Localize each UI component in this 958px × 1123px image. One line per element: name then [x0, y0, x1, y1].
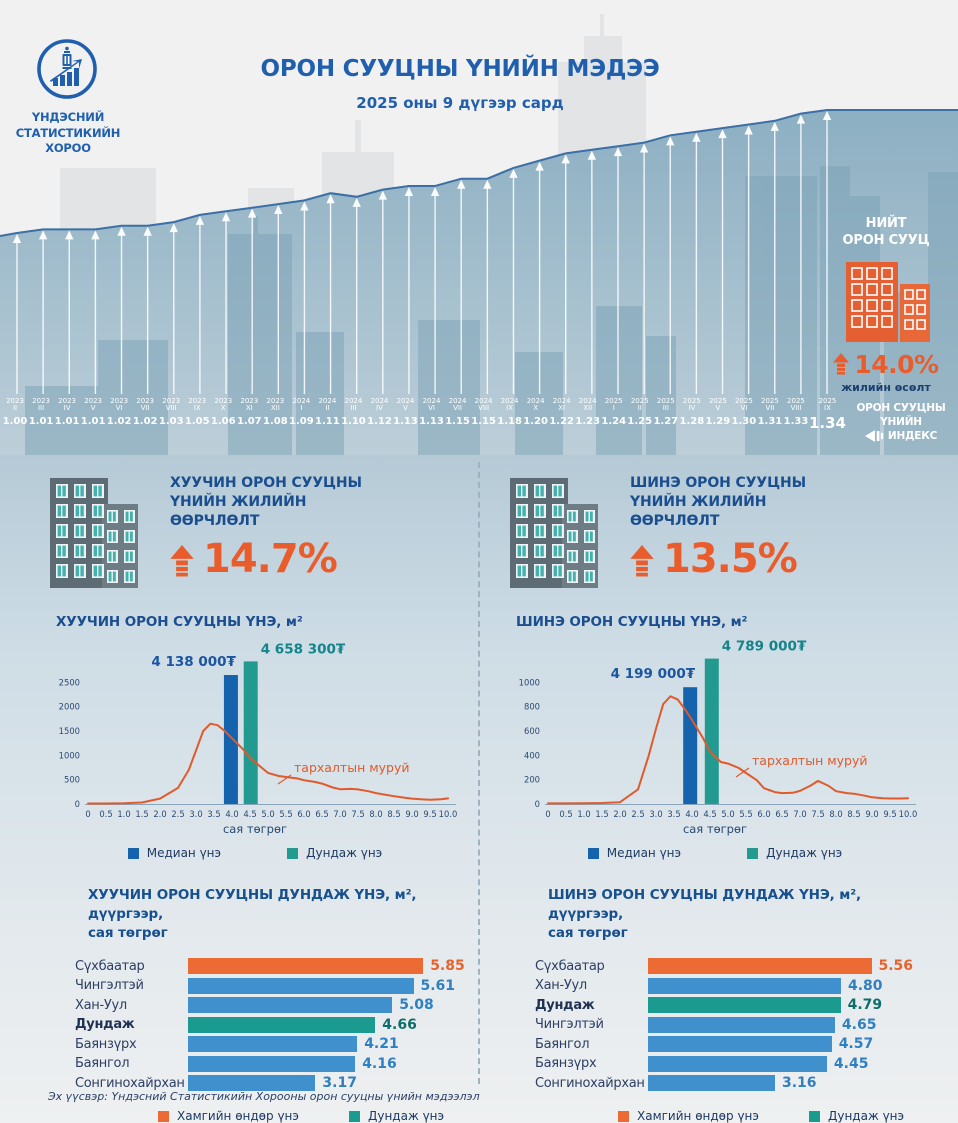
district-label: Сонгинохайрхан: [75, 1075, 185, 1091]
timeline-month: 2024 I 1.09: [289, 397, 314, 427]
svg-text:9.0: 9.0: [865, 809, 879, 819]
timeline-month: 2024 VIII 1.15: [471, 397, 496, 427]
timeline-month: 2024 XI 1.22: [549, 397, 575, 427]
index-timeline: [2, 397, 846, 432]
timeline-month: 2024 II 1.11: [315, 397, 340, 427]
district-row: [75, 1035, 468, 1055]
orange-buildings-icon: [840, 258, 932, 344]
district-row: [535, 996, 928, 1016]
svg-text:5.5: 5.5: [279, 809, 293, 819]
district-label: Баянгол: [535, 1036, 590, 1052]
svg-text:7.5: 7.5: [351, 809, 365, 819]
timeline-month: 2023 II 1.00: [2, 397, 28, 427]
district-value: 4.79: [847, 997, 883, 1014]
district-row: [535, 1074, 928, 1094]
timeline-month: 2023 VII 1.02: [132, 397, 158, 427]
org-line: ХОРОО: [45, 141, 91, 156]
new-section-heading: ШИНЭ ОРОН СУУЦНЫ ҮНИЙН ЖИЛИЙН ӨӨРЧЛӨЛТ: [630, 475, 807, 529]
avg-legend-swatch: [349, 1111, 360, 1122]
svg-text:500: 500: [64, 774, 80, 785]
district-bar: [648, 1075, 775, 1091]
district-row: [75, 1015, 468, 1035]
new-district-chart-title: ШИНЭ ОРОН СУУЦНЫ ДУНДАЖ ҮНЭ, м², дүүргээр, сая төгрөг: [548, 887, 862, 941]
timeline-month: 2025 IX 1.34: [808, 397, 846, 432]
timeline-month: 2023 IX 1.05: [184, 397, 210, 427]
svg-text:6.0: 6.0: [297, 809, 311, 819]
timeline-month: 2024 X 1.20: [523, 397, 548, 427]
district-row: [535, 1054, 928, 1074]
svg-text:10.0: 10.0: [438, 809, 458, 819]
svg-text:2.5: 2.5: [171, 809, 185, 819]
svg-text:1000: 1000: [518, 677, 540, 688]
district-legend: Хамгийн өндөр үнэ Дундаж үнэ: [158, 1109, 468, 1123]
old-annual-change-pct: 14.7%: [203, 535, 337, 582]
timeline-month: 2025 VII 1.31: [757, 397, 783, 427]
timeline-month: 2023 V 1.01: [80, 397, 106, 427]
svg-text:7.0: 7.0: [793, 809, 807, 819]
district-label: Дундаж: [75, 1017, 135, 1033]
page-subtitle: 2025 оны 9 дүгээр сард: [356, 94, 564, 112]
svg-text:1.5: 1.5: [595, 809, 609, 819]
svg-text:0: 0: [534, 799, 540, 809]
svg-text:5.0: 5.0: [261, 809, 275, 819]
gray-buildings-icon: [500, 468, 600, 592]
district-value: 3.17: [322, 1075, 357, 1092]
district-bar: [188, 958, 423, 974]
district-bar: [648, 1056, 827, 1072]
avg-legend-swatch: [809, 1111, 820, 1122]
district-value: 4.66: [382, 1016, 417, 1033]
district-bar: [188, 1017, 375, 1033]
svg-text:0: 0: [85, 809, 91, 819]
svg-text:0.5: 0.5: [99, 809, 113, 819]
district-row: [535, 1035, 928, 1055]
median-legend-swatch: [588, 848, 599, 859]
district-bar: [648, 1017, 835, 1033]
district-value: 5.85: [430, 958, 465, 975]
svg-text:0.5: 0.5: [559, 809, 573, 819]
new-price-distribution-chart: [500, 636, 930, 822]
total-housing-block: [826, 216, 946, 394]
svg-text:8.5: 8.5: [387, 809, 401, 819]
timeline-month: 2025 II 1.25: [627, 397, 653, 427]
up-arrow-icon: [170, 545, 194, 577]
new-dist-chart-title: ШИНЭ ОРОН СУУЦНЫ ҮНЭ, м²: [516, 614, 748, 630]
district-value: 5.08: [399, 997, 434, 1014]
district-legend: Хамгийн өндөр үнэ Дундаж үнэ: [618, 1109, 928, 1123]
svg-text:5.5: 5.5: [739, 809, 753, 819]
gray-buildings-icon: [40, 468, 140, 592]
median-bar: [683, 687, 697, 804]
dist-legend: Медиан үнэ Дундаж үнэ: [40, 846, 470, 860]
annual-growth-label: жилийн өсөлт: [841, 380, 931, 394]
x-axis-label: сая төгрөг: [682, 822, 748, 836]
timeline-month: 2025 VIII 1.33: [783, 397, 809, 427]
district-value: 5.61: [420, 977, 456, 994]
district-label: Баянзүрх: [535, 1056, 597, 1072]
timeline-month: 2025 III 1.27: [653, 397, 679, 427]
timeline-month: 2024 V 1.13: [393, 397, 418, 427]
new-annual-change-pct: 13.5%: [663, 535, 797, 582]
district-label: Хан-Уул: [75, 997, 127, 1013]
svg-text:9.5: 9.5: [423, 809, 437, 819]
timeline-month: 2025 I 1.24: [601, 397, 627, 427]
district-value: 5.56: [878, 958, 914, 975]
timeline-month: 2024 IX 1.18: [497, 397, 522, 427]
district-bar: [188, 997, 392, 1013]
district-row: [75, 957, 468, 977]
median-value-label: 4 138 000₮: [151, 654, 236, 671]
svg-text:7.0: 7.0: [333, 809, 347, 819]
district-row: [535, 957, 928, 977]
svg-text:1.0: 1.0: [117, 809, 131, 819]
district-row: [535, 1015, 928, 1035]
mean-value-label: 4 789 000₮: [721, 638, 807, 655]
mean-bar: [705, 659, 719, 804]
old-section-heading: ХУУЧИН ОРОН СУУЦНЫ ҮНИЙН ЖИЛИЙН ӨӨРЧЛӨЛТ: [170, 475, 362, 529]
district-bar: [648, 978, 841, 994]
svg-text:8.5: 8.5: [847, 809, 861, 819]
timeline-month: 2025 VI 1.30: [731, 397, 757, 427]
district-bar: [188, 1056, 355, 1072]
old-section-header: [40, 468, 468, 592]
annual-growth-row: [826, 350, 946, 379]
svg-text:3.0: 3.0: [649, 809, 663, 819]
mean-legend-swatch: [287, 848, 298, 859]
svg-text:4.0: 4.0: [225, 809, 239, 819]
svg-text:9.5: 9.5: [883, 809, 897, 819]
svg-text:4.5: 4.5: [243, 809, 257, 819]
x-axis-label: сая төгрөг: [222, 822, 288, 836]
district-value: 4.57: [838, 1036, 874, 1053]
up-arrow-icon: [630, 545, 654, 577]
distribution-curve: [548, 696, 908, 803]
old-dist-chart-title: ХУУЧИН ОРОН СУУЦНЫ ҮНЭ, м²: [56, 614, 303, 630]
district-bar: [648, 997, 841, 1013]
timeline-month: 2023 XI 1.07: [236, 397, 262, 427]
svg-text:2.0: 2.0: [613, 809, 627, 819]
svg-text:9.0: 9.0: [405, 809, 419, 819]
district-label: Дундаж: [535, 997, 595, 1013]
svg-text:6.5: 6.5: [775, 809, 789, 819]
svg-text:0: 0: [545, 809, 551, 819]
district-row: [75, 976, 468, 996]
district-bar: [188, 1036, 357, 1052]
svg-text:10.0: 10.0: [898, 809, 918, 819]
annual-growth-value: 14.0%: [854, 349, 939, 379]
max-legend-swatch: [158, 1111, 169, 1122]
new-district-rows: [535, 957, 928, 1094]
district-label: Хан-Уул: [535, 978, 587, 994]
district-bar: [648, 1036, 832, 1052]
median-bar: [224, 675, 238, 804]
old-price-distribution-chart: [40, 636, 470, 822]
svg-text:1000: 1000: [58, 750, 80, 761]
nso-logo-icon: [36, 38, 98, 100]
district-value: 4.16: [362, 1055, 397, 1072]
left-arrow-icon: [865, 430, 884, 442]
index-axis-label: ОРОН СУУЦНЫ ҮНИЙН ИНДЕКС: [856, 402, 946, 443]
old-housing-column: [40, 468, 468, 1123]
svg-text:8.0: 8.0: [369, 809, 383, 819]
svg-text:800: 800: [524, 701, 540, 712]
district-label: Сонгинохайрхан: [535, 1075, 645, 1091]
up-arrow-icon: [833, 353, 849, 375]
svg-text:3.5: 3.5: [207, 809, 221, 819]
timeline-month: 2023 III 1.01: [28, 397, 54, 427]
district-label: Сүхбаатар: [75, 958, 145, 974]
old-district-rows: [75, 957, 468, 1094]
svg-text:5.0: 5.0: [721, 809, 735, 819]
dist-legend: Медиан үнэ Дундаж үнэ: [500, 846, 930, 860]
district-row: [75, 996, 468, 1016]
mean-legend-swatch: [747, 848, 758, 859]
svg-text:2.0: 2.0: [153, 809, 167, 819]
district-bar: [648, 958, 872, 974]
svg-text:2000: 2000: [58, 701, 80, 712]
curve-label: тархалтын муруй: [294, 760, 410, 775]
timeline-month: 2024 IV 1.12: [367, 397, 392, 427]
svg-text:3.5: 3.5: [667, 809, 681, 819]
svg-text:2.5: 2.5: [631, 809, 645, 819]
district-value: 4.45: [833, 1055, 869, 1072]
new-housing-column: [500, 468, 928, 1123]
district-label: Чингэлтэй: [75, 978, 144, 994]
timeline-month: 2023 IV 1.01: [54, 397, 80, 427]
svg-text:200: 200: [524, 774, 540, 785]
district-row: [535, 976, 928, 996]
timeline-month: 2024 XII 1.23: [575, 397, 601, 427]
svg-text:0: 0: [74, 799, 80, 809]
svg-text:2500: 2500: [58, 677, 80, 688]
timeline-month: 2024 VI 1.13: [419, 397, 444, 427]
page-title: ОРОН СУУЦНЫ ҮНИЙН МЭДЭЭ: [260, 56, 660, 82]
org-line: ҮНДЭСНИЙ: [31, 110, 105, 124]
timeline-month: 2025 IV 1.28: [679, 397, 705, 427]
median-legend-swatch: [128, 848, 139, 859]
district-value: 4.21: [364, 1036, 399, 1053]
mean-bar: [244, 661, 258, 804]
curve-label: тархалтын муруй: [752, 753, 868, 768]
svg-text:1500: 1500: [58, 726, 80, 736]
timeline-month: 2023 VIII 1.03: [158, 397, 184, 427]
org-line: СТАТИСТИКИЙН: [15, 125, 121, 140]
svg-text:3.0: 3.0: [189, 809, 203, 819]
district-label: Баянзүрх: [75, 1036, 137, 1052]
district-value: 4.80: [848, 977, 883, 994]
svg-text:600: 600: [524, 726, 540, 736]
max-legend-swatch: [618, 1111, 629, 1122]
column-divider: [478, 462, 480, 1084]
svg-text:4.5: 4.5: [703, 809, 717, 819]
svg-text:7.5: 7.5: [811, 809, 825, 819]
timeline-month: 2023 VI 1.02: [106, 397, 132, 427]
district-label: Баянгол: [75, 1056, 130, 1072]
svg-text:1.0: 1.0: [577, 809, 591, 819]
district-label: Сүхбаатар: [535, 958, 605, 974]
timeline-month: 2023 X 1.06: [210, 397, 236, 427]
district-value: 3.16: [782, 1075, 817, 1092]
district-bar: [188, 978, 414, 994]
source-note: Эх үүсвэр: Үндэсний Статистикийн Хорооны орон сууцны үнийн мэдээлэл: [48, 1090, 480, 1103]
timeline-month: 2024 VII 1.15: [445, 397, 470, 427]
svg-text:1.5: 1.5: [135, 809, 149, 819]
timeline-month: 2023 XII 1.08: [262, 397, 288, 427]
svg-text:6.0: 6.0: [757, 809, 771, 819]
svg-text:6.5: 6.5: [315, 809, 329, 819]
timeline-month: 2024 III 1.10: [341, 397, 366, 427]
mean-value-label: 4 658 300₮: [260, 641, 346, 658]
district-label: Чингэлтэй: [535, 1017, 604, 1033]
old-district-chart-title: ХУУЧИН ОРОН СУУЦНЫ ДУНДАЖ ҮНЭ, м², дүүргээр, сая төгрөг: [88, 887, 417, 941]
district-row: [75, 1054, 468, 1074]
org-name: [14, 110, 122, 157]
total-housing-title: НИЙТ ОРОН СУУЦ: [842, 216, 930, 248]
timeline-month: 2025 V 1.29: [705, 397, 731, 427]
new-section-header: [500, 468, 928, 592]
svg-text:8.0: 8.0: [829, 809, 843, 819]
district-value: 4.65: [841, 1016, 877, 1033]
svg-text:400: 400: [524, 750, 540, 761]
svg-text:4.0: 4.0: [685, 809, 699, 819]
median-value-label: 4 199 000₮: [610, 666, 696, 683]
